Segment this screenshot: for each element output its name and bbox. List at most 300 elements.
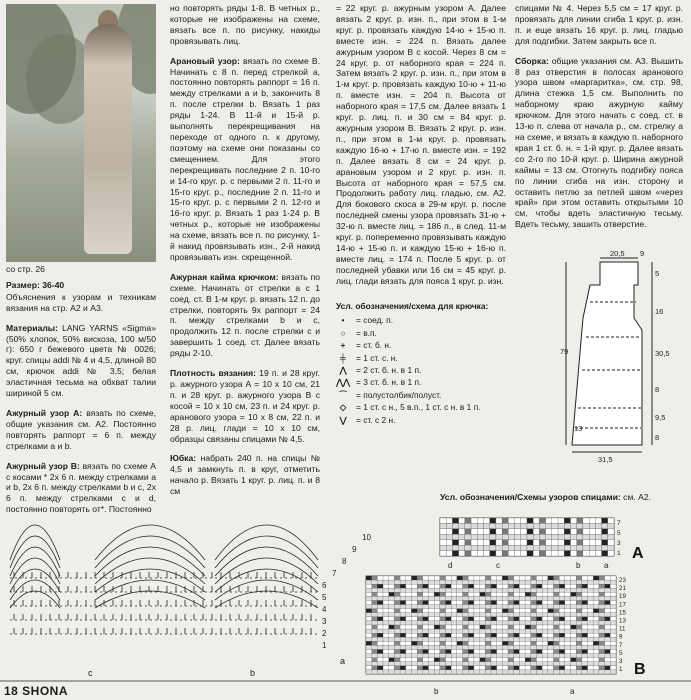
chart-b-cell (559, 662, 565, 666)
chart-b-cell (593, 650, 599, 654)
chart-b-cell (389, 584, 395, 588)
chart-b-cell (548, 650, 554, 654)
chart-b-cell (610, 658, 616, 662)
chart-b-row-number: 13 (619, 617, 626, 625)
chart-a-cell (459, 545, 465, 550)
chart-b-cell (480, 633, 486, 637)
hook-row-number: 2 (322, 629, 327, 638)
chart-b-cell (502, 621, 508, 625)
chart-b-cell (474, 666, 480, 670)
chart-b-cell (423, 654, 429, 658)
hook-legend-text: = 2 ст. б. н. в 1 п. (356, 365, 422, 376)
chart-b-cell (417, 650, 423, 654)
hook-symbol-icon: ⋀⋀ (336, 377, 350, 388)
chart-b-cell (372, 596, 378, 600)
chart-b-cell (502, 580, 508, 584)
chart-b-row-number: 1 (619, 666, 623, 674)
chart-b-cell (440, 621, 446, 625)
materials-text: LANG YARNS «Sigma» (50% хлопок, 50% вискоза, 100 м/50 г): 650 г бежевого цвета № 0026; круг. спицы addi № 4 и 4,5, длиной 80 см, крючок addi № 3,5; белая эластичная тесьма на обхват талии шириной 5 см. (6, 322, 156, 399)
chart-a-cell (496, 540, 502, 545)
chart-b-cell (480, 609, 486, 613)
chart-b-cell (400, 650, 406, 654)
chart-b-cell (548, 633, 554, 637)
hook-arrow-a: a (340, 656, 346, 666)
chart-b-cell (519, 617, 525, 621)
chart-b-cell (548, 621, 554, 625)
chart-a-cell (452, 523, 458, 528)
chart-b-cell (457, 629, 463, 633)
chart-b-cell (554, 666, 560, 670)
chart-a-cell (496, 518, 502, 523)
chart-b-cell (451, 633, 457, 637)
chart-b-cell (406, 650, 412, 654)
chart-b-cell (474, 645, 480, 649)
chart-b-cell (582, 601, 588, 605)
sch-side-a: 5 (655, 269, 660, 278)
chart-b-cell (502, 650, 508, 654)
chart-b-cell (542, 625, 548, 629)
sch-side-e: 9,5 (655, 413, 666, 422)
chart-b-cell (423, 617, 429, 621)
chart-b-cell (525, 641, 531, 645)
chart-b-cell (400, 592, 406, 596)
chart-a-cell (490, 534, 496, 539)
chart-b-cell (514, 670, 520, 674)
chart-b-cell (383, 613, 389, 617)
chart-a-cell (583, 518, 589, 523)
chart-b-cell (372, 588, 378, 592)
chart-b-cell (417, 658, 423, 662)
chart-a-cell (471, 540, 477, 545)
chart-a-cell (446, 545, 452, 550)
chart-b-cell (508, 592, 514, 596)
chart-b-cell (451, 658, 457, 662)
chart-b-cell (554, 580, 560, 584)
chart-b-cell (446, 584, 452, 588)
chart-b-cell (576, 584, 582, 588)
chart-b-cell (588, 588, 594, 592)
chart-b-cell (463, 641, 469, 645)
chart-b-cell (400, 613, 406, 617)
chart-b-cell (605, 670, 611, 674)
chart-b-cell (406, 605, 412, 609)
chart-b-cell (389, 580, 395, 584)
chart-b-cell (525, 609, 531, 613)
chart-b-cell (451, 650, 457, 654)
chart-b-cell (383, 658, 389, 662)
chart-b-cell (446, 641, 452, 645)
chart-b-cell (559, 637, 565, 641)
chart-a-cell (527, 534, 533, 539)
hook-arc-row (10, 580, 60, 600)
chart-b-cell (593, 576, 599, 580)
chart-b-cell (394, 609, 400, 613)
chart-b-cell (383, 625, 389, 629)
chart-b-cell (468, 637, 474, 641)
chart-b-cell (485, 613, 491, 617)
chart-b-cell (542, 584, 548, 588)
hook-arc-row (215, 580, 318, 600)
chart-a-cell (564, 523, 570, 528)
chart-b-cell (377, 662, 383, 666)
chart-b-cell (554, 654, 560, 658)
chart-b-cell (593, 621, 599, 625)
chart-b-cell (571, 629, 577, 633)
chart-b-cell (429, 641, 435, 645)
chart-b-cell (451, 617, 457, 621)
chart-b-cell (571, 596, 577, 600)
chart-b-cell (525, 666, 531, 670)
chart-b-cell (554, 617, 560, 621)
chart-b-cell (372, 645, 378, 649)
chart-b-cell (468, 666, 474, 670)
chart-b-cell (400, 658, 406, 662)
chart-b-cell (599, 621, 605, 625)
chart-b-cell (400, 637, 406, 641)
chart-b-cell (468, 654, 474, 658)
chart-b-cell (571, 576, 577, 580)
chart-b-cell (536, 605, 542, 609)
chart-b-cell (468, 605, 474, 609)
chart-b-cell (554, 662, 560, 666)
chart-b-cell (440, 609, 446, 613)
chart-a-cell (440, 551, 446, 556)
chart-b-cell (451, 641, 457, 645)
chart-b-cell (502, 613, 508, 617)
chart-a-cell (546, 551, 552, 556)
chart-b-cell (480, 625, 486, 629)
openwork-b-label: Ажурный узор В: (6, 460, 80, 471)
chart-b-cell (536, 662, 542, 666)
chart-a-cell (440, 534, 446, 539)
chart-b-cell (582, 588, 588, 592)
chart-b-cell (514, 609, 520, 613)
chart-b-cell (383, 580, 389, 584)
chart-b-cell (571, 645, 577, 649)
hook-legend-text: = полустолбик/полуст. (356, 389, 442, 400)
chart-b-cell (394, 662, 400, 666)
chart-b-cell (400, 633, 406, 637)
chart-b-cell (548, 658, 554, 662)
chart-a-cell (546, 534, 552, 539)
chart-b-cell (406, 662, 412, 666)
chart-a-cell (440, 523, 446, 528)
chart-b-cell (565, 633, 571, 637)
chart-b-cell (434, 654, 440, 658)
chart-b-cell (497, 662, 503, 666)
chart-b-cell (366, 650, 372, 654)
chart-b-cell (366, 613, 372, 617)
chart-b-cell (599, 605, 605, 609)
chart-b-cell (463, 605, 469, 609)
chart-b-cell (394, 650, 400, 654)
chart-b-cell (559, 654, 565, 658)
chart-b-cell (582, 580, 588, 584)
chart-b-cell (548, 641, 554, 645)
chart-b-cell (531, 650, 537, 654)
chart-b-cell (400, 670, 406, 674)
chart-b-cell (502, 588, 508, 592)
chart-b-cell (593, 666, 599, 670)
chart-b-cell (519, 609, 525, 613)
chart-b-cell (440, 658, 446, 662)
chart-a-cell (558, 529, 564, 534)
chart-b-cell (377, 617, 383, 621)
chart-b-cell (610, 609, 616, 613)
chart-b-cell (536, 621, 542, 625)
chart-b-cell (531, 605, 537, 609)
chart-b-cell (502, 633, 508, 637)
chart-b-cell (440, 670, 446, 674)
chart-a-arrow-a: a (604, 561, 609, 570)
chart-b-cell (411, 662, 417, 666)
chart-a-cell (595, 518, 601, 523)
chart-b-cell (491, 584, 497, 588)
chart-a-cell (533, 523, 539, 528)
chart-b-cell (457, 588, 463, 592)
chart-b-cell (605, 576, 611, 580)
chart-b-cell (605, 645, 611, 649)
chart-b-cell (440, 584, 446, 588)
chart-b-cell (599, 596, 605, 600)
chart-b-cell (429, 662, 435, 666)
chart-b-cell (542, 576, 548, 580)
chart-b-row-number: 11 (619, 625, 626, 633)
chart-a-cell (471, 518, 477, 523)
chart-b-cell (593, 580, 599, 584)
hook-arc-row (10, 525, 60, 560)
chart-b-cell (497, 621, 503, 625)
chart-b-cell (491, 650, 497, 654)
chart-a-cell (440, 529, 446, 534)
chart-b-cell (474, 621, 480, 625)
chart-b-cell (406, 629, 412, 633)
chart-a-cell (459, 540, 465, 545)
chart-b-cell (406, 658, 412, 662)
chart-b-cell (463, 613, 469, 617)
chart-b-cell (366, 641, 372, 645)
chart-b-cell (383, 609, 389, 613)
chart-b-cell (508, 596, 514, 600)
chart-b-cell (559, 584, 565, 588)
chart-b-cell (372, 670, 378, 674)
hook-row-numbers (322, 533, 371, 650)
chart-a-cell (552, 545, 558, 550)
chart-b-cell (576, 666, 582, 670)
chart-a-cell (484, 545, 490, 550)
chart-b-cell (440, 576, 446, 580)
chart-b-cell (576, 629, 582, 633)
chart-a-cell (589, 529, 595, 534)
chart-b-cell (576, 645, 582, 649)
chart-b-cell (542, 601, 548, 605)
chart-b-cell (582, 666, 588, 670)
chart-b-cell (548, 670, 554, 674)
chart-b-cell (491, 670, 497, 674)
hook-arrow-b: b (250, 668, 256, 678)
chart-b-cell (394, 658, 400, 662)
chart-b-cell (457, 601, 463, 605)
chart-b-cell (446, 662, 452, 666)
chart-b-cell (531, 601, 537, 605)
chart-a-cell (508, 523, 514, 528)
chart-b-cell (593, 670, 599, 674)
chart-b-cell (406, 654, 412, 658)
hook-chart-labels (88, 656, 345, 678)
chart-b-cell (446, 650, 452, 654)
chart-b-cell (474, 629, 480, 633)
chart-b-cell (434, 596, 440, 600)
chart-b-cell (463, 654, 469, 658)
chart-b-cell (377, 605, 383, 609)
chart-b-cell (610, 584, 616, 588)
chart-b-cell (593, 592, 599, 596)
chart-b-cell (451, 625, 457, 629)
hook-legend-text: = 1 ст. с н., 5 в.п., 1 ст. с н. в 1 п. (356, 402, 481, 413)
chart-b-cell (440, 617, 446, 621)
chart-a-cell (446, 540, 452, 545)
chart-b-cell (542, 666, 548, 670)
chart-a-cell (527, 523, 533, 528)
chart-a-cell (595, 529, 601, 534)
chart-b-cell (485, 625, 491, 629)
chart-b-cell (429, 625, 435, 629)
chart-b-cell (406, 580, 412, 584)
chart-a-cell (571, 534, 577, 539)
chart-b-cell (394, 641, 400, 645)
chart-b-cell (605, 617, 611, 621)
chart-b-cell (491, 617, 497, 621)
chart-b-cell (525, 645, 531, 649)
chart-b-cell (366, 629, 372, 633)
chart-b-cell (548, 584, 554, 588)
chart-b-cell (599, 666, 605, 670)
chart-b-cell (377, 633, 383, 637)
chart-b-cell (605, 605, 611, 609)
chart-b-cell (417, 641, 423, 645)
chart-b-cell (400, 666, 406, 670)
chart-b-cell (400, 645, 406, 649)
hook-arc-row (215, 569, 318, 592)
hook-arc-row (95, 525, 205, 560)
chart-b-cell (485, 654, 491, 658)
chart-b-cell (531, 629, 537, 633)
chart-b-cell (610, 617, 616, 621)
chart-a-cell (446, 523, 452, 528)
chart-b-cell (514, 641, 520, 645)
chart-b-cell (565, 605, 571, 609)
hook-symbol-icon: ◇ (339, 402, 347, 413)
chart-b-cell (565, 650, 571, 654)
hook-symbol-icon: ○ (340, 327, 346, 338)
chart-b-cell (571, 613, 577, 617)
chart-a-cell (508, 518, 514, 523)
chart-b-cell (502, 596, 508, 600)
chart-b-cell (514, 666, 520, 670)
edge-text: вязать по схеме. Начинать от стрелки a с 1 соед. ст. В 1-м круг. р. вязать 12 п. до стрелки, повторять 9х раппорт = 24 п. между стрелками b и с, продолжить 12 п. после стрелки с и завершить 1 соед. ст. Далее вязать ряды 2-10. (170, 271, 320, 359)
chart-b-cell (491, 592, 497, 596)
chart-b-cell (554, 588, 560, 592)
size-label: Размер: (6, 279, 40, 290)
chart-b-cell (588, 654, 594, 658)
chart-b-cell (559, 592, 565, 596)
chart-b-cell (451, 588, 457, 592)
chart-b-cell (508, 625, 514, 629)
chart-b-cell (423, 666, 429, 670)
density-text: 19 п. и 28 круг. р. ажурного узора А = 10 х 10 см, 21 п. и 28 круг. р. ажурного узора В с косой = 10 х 10 см, 23 п. и 24 круг. р. аранового узора = 10 х 8 см, 22 п. и 28 р. лиц. глади = 10 х 10 см, образцы связаны спицами № 4,5. (170, 368, 320, 444)
chart-b-cell (457, 592, 463, 596)
chart-b-cell (400, 629, 406, 633)
chart-b-cell (389, 650, 395, 654)
hook-symbol-icon: ⌒ (338, 389, 348, 400)
chart-b-cell (451, 601, 457, 605)
chart-b-cell (372, 576, 378, 580)
chart-b-cell (423, 576, 429, 580)
chart-b-cell (576, 650, 582, 654)
chart-b-cell (502, 658, 508, 662)
chart-b-cell (491, 637, 497, 641)
chart-b-cell (474, 609, 480, 613)
chart-b-cell (389, 670, 395, 674)
chart-b-cell (536, 613, 542, 617)
chart-b-cell (531, 670, 537, 674)
chart-b-cell (491, 666, 497, 670)
chart-b-cell (571, 666, 577, 670)
chart-a-cell (533, 540, 539, 545)
chart-b-cell (474, 588, 480, 592)
chart-a-cell (602, 545, 608, 550)
chart-b-cell (366, 637, 372, 641)
chart-b-cell (389, 601, 395, 605)
chart-b-cell (429, 654, 435, 658)
chart-a-cell (595, 534, 601, 539)
chart-a-label: A (632, 545, 644, 562)
chart-a-cell (465, 534, 471, 539)
sch-side-b: 16 (655, 307, 664, 316)
chart-b-cell (582, 641, 588, 645)
chart-b-cell (525, 658, 531, 662)
chart-b-cell (446, 580, 452, 584)
chart-b-cell (411, 592, 417, 596)
chart-b-cell (542, 580, 548, 584)
hook-arc-row (215, 591, 318, 608)
chart-b-cell (519, 613, 525, 617)
chart-a-cell (539, 534, 545, 539)
chart-b-cell (542, 621, 548, 625)
chart-b-cell (429, 666, 435, 670)
chart-a-cell (502, 551, 508, 556)
chart-a-cell (577, 545, 583, 550)
chart-b-cell (542, 596, 548, 600)
chart-a-cell (539, 551, 545, 556)
chart-a-cell (595, 540, 601, 545)
chart-a-cell (564, 534, 570, 539)
chart-b-cell (434, 584, 440, 588)
chart-b-cell (446, 576, 452, 580)
chart-b-cell (440, 592, 446, 596)
chart-b-cell (588, 580, 594, 584)
chart-b-cell (519, 637, 525, 641)
chart-b-cell (502, 666, 508, 670)
hook-arc-row (215, 536, 318, 568)
chart-b-cell (394, 580, 400, 584)
chart-b-cell (400, 641, 406, 645)
chart-b-cell (497, 601, 503, 605)
chart-b-row-number: 9 (619, 633, 623, 641)
chart-b-cell (536, 596, 542, 600)
chart-b-cell (514, 633, 520, 637)
chart-b-cell (491, 629, 497, 633)
